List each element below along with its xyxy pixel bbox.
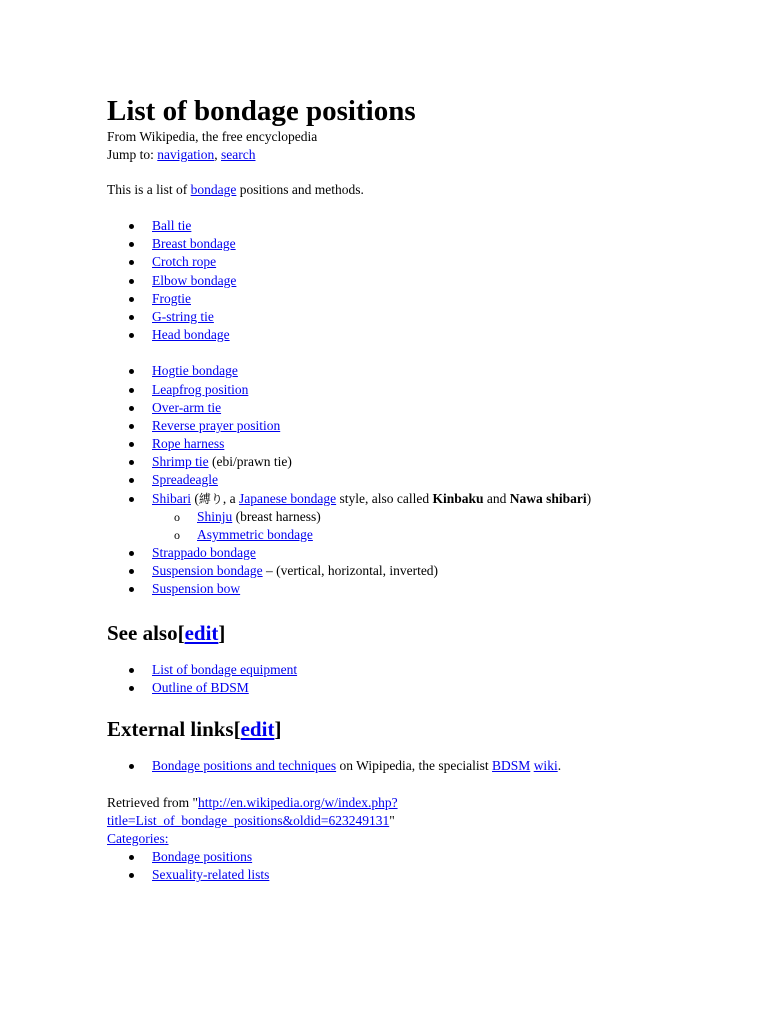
categories-label-line: [107, 830, 707, 848]
article-content: [107, 94, 707, 885]
list-item: [152, 848, 707, 866]
shibari-text-1: , a: [222, 490, 240, 506]
outline-of-bdsm-link[interactable]: Outline of BDSM: [152, 679, 249, 695]
hogtie-bondage-link[interactable]: Hogtie bondage: [152, 363, 238, 379]
edit-bracket-close: ]: [274, 716, 282, 741]
categories-link[interactable]: Categories: [107, 831, 165, 847]
bondage-positions-category-link[interactable]: Bondage positions: [152, 849, 253, 865]
list-of-bondage-equipment-link[interactable]: List of bondage equipment: [152, 661, 298, 677]
retrieved-from: [107, 794, 707, 830]
frogtie-link[interactable]: Frogtie: [152, 290, 191, 306]
list-item: [152, 253, 707, 271]
list-item: [152, 435, 707, 453]
list-item: [152, 453, 707, 471]
retrieved-url-link-2[interactable]: title=List_of_bondage_positions&oldid=623249131: [107, 813, 390, 829]
shinju-link[interactable]: Shinju: [197, 508, 233, 524]
spreadeagle-link[interactable]: Spreadeagle: [152, 472, 218, 488]
suspension-bow-link[interactable]: Suspension bow: [152, 581, 241, 597]
shibari-kanji: 縛り: [198, 491, 223, 506]
strappado-bondage-link[interactable]: Strappado bondage: [152, 545, 256, 560]
jump-label: Jump to:: [107, 147, 158, 162]
site-subtitle: From Wikipedia, the free encyclopedia: [107, 129, 318, 144]
list-item: [152, 471, 707, 489]
list-item: [152, 235, 707, 253]
rope-harness-link[interactable]: Rope harness: [152, 436, 225, 452]
positions-list-1: [107, 217, 707, 344]
retrieved-url-link-1[interactable]: http://en.wikipedia.org/w/index.php?: [197, 795, 398, 811]
ball-tie-link[interactable]: Ball tie: [152, 218, 192, 233]
suspension-note: – (vertical, horizontal, inverted): [262, 563, 439, 579]
list-item: [152, 661, 707, 679]
positions-list-2: [107, 362, 707, 598]
asymmetric-bondage-link[interactable]: Asymmetric bondage: [197, 526, 313, 542]
over-arm-tie-link[interactable]: Over-arm tie: [152, 399, 222, 415]
external-links-title: External links: [107, 716, 234, 741]
list-item: [152, 580, 707, 598]
see-also-edit-link[interactable]: edit: [184, 620, 219, 645]
sexuality-related-lists-category-link[interactable]: Sexuality-related lists: [152, 867, 270, 883]
list-item: [152, 362, 707, 380]
intro-paragraph: [107, 181, 707, 199]
sub-list-item: [197, 526, 707, 544]
shrimp-tie-note: (ebi/prawn tie): [208, 454, 292, 470]
list-item: [152, 417, 707, 435]
g-string-tie-link[interactable]: G-string tie: [152, 308, 214, 324]
elbow-bondage-link[interactable]: Elbow bondage: [152, 272, 237, 288]
reverse-prayer-position-link[interactable]: Reverse prayer position: [152, 417, 281, 433]
external-links-heading: [107, 716, 707, 742]
bondage-positions-techniques-link[interactable]: Bondage positions and techniques: [152, 757, 337, 773]
jump-navigation-link[interactable]: navigation: [157, 147, 215, 162]
shibari-sublist: [152, 508, 707, 544]
external-text-mid: on Wipipedia, the specialist: [336, 757, 493, 773]
shibari-link[interactable]: Shibari: [152, 490, 191, 506]
page-title: List of bondage positions: [107, 95, 416, 127]
list-item: [152, 381, 707, 399]
intro-text-after: positions and methods.: [236, 182, 364, 197]
list-item: [152, 290, 707, 308]
edit-bracket-open: [: [233, 716, 241, 741]
edit-bracket-close: ]: [218, 620, 226, 645]
external-text-end: .: [557, 757, 562, 773]
suspension-bondage-link[interactable]: Suspension bondage: [152, 563, 263, 579]
kinbaku-term: Kinbaku: [432, 490, 484, 506]
list-item: [152, 272, 707, 290]
japanese-bondage-link[interactable]: Japanese bondage: [239, 490, 337, 506]
list-item: [152, 217, 707, 235]
retrieved-suffix: ": [389, 813, 395, 829]
list-item: [152, 399, 707, 417]
intro-text-before: This is a list of: [107, 182, 191, 197]
leapfrog-position-link[interactable]: Leapfrog position: [152, 381, 249, 397]
see-also-title: See also: [107, 620, 178, 645]
shibari-paren-open: (: [191, 490, 199, 506]
list-item-shibari: [152, 490, 707, 544]
list-item: [152, 866, 707, 884]
retrieved-prefix: Retrieved from ": [107, 795, 198, 811]
list-item: [152, 308, 707, 326]
categories-colon: :: [164, 831, 169, 847]
edit-bracket-open: [: [177, 620, 185, 645]
see-also-list: [107, 661, 707, 697]
list-item: [152, 544, 707, 562]
shibari-text-and: and: [483, 490, 510, 506]
shrimp-tie-link[interactable]: Shrimp tie: [152, 454, 209, 470]
shibari-paren-close: ): [586, 490, 592, 506]
list-item: [152, 679, 707, 697]
wiki-link[interactable]: wiki: [533, 757, 558, 773]
breast-bondage-link[interactable]: Breast bondage: [152, 236, 236, 252]
categories-list: [107, 848, 707, 884]
shibari-text-2: style, also called: [336, 490, 433, 506]
external-links-edit-link[interactable]: edit: [240, 716, 275, 741]
jump-to-bar: [107, 146, 707, 164]
head-bondage-link[interactable]: Head bondage: [152, 327, 230, 343]
list-item: [152, 326, 707, 344]
shinju-note: (breast harness): [232, 508, 321, 524]
jump-separator: ,: [214, 147, 222, 162]
jump-search-link[interactable]: search: [221, 147, 256, 162]
sub-list-item: [197, 508, 707, 526]
bondage-link[interactable]: bondage: [190, 182, 237, 197]
list-item: [152, 562, 707, 580]
bdsm-link[interactable]: BDSM: [492, 757, 531, 773]
nawa-shibari-term: Nawa shibari: [509, 490, 587, 506]
external-links-list: [107, 757, 707, 775]
list-item: [152, 757, 707, 775]
crotch-rope-link[interactable]: Crotch rope: [152, 254, 217, 270]
see-also-heading: [107, 620, 707, 646]
